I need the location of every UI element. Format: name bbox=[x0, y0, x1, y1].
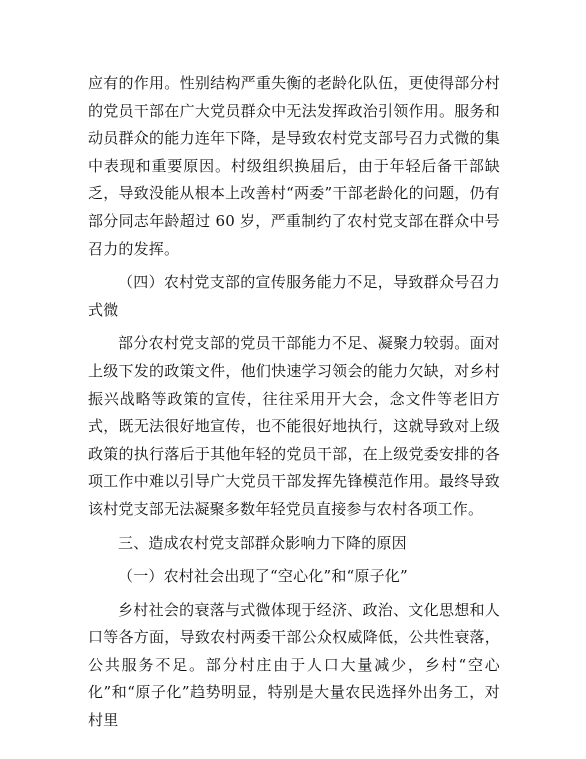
subsection-heading-1: （一）农村社会出现了“空心化”和“原子化” bbox=[118, 567, 408, 586]
document-body bbox=[88, 70, 500, 735]
paragraph-continuation: 应有的作用。性别结构严重失衡的老龄化队伍，更使得部分村的党员干部在广大党员群众中无法发挥政治引领作用。服务和动员群众的能力连年下降，是导致农村党支部号召力式微的集中表现和重要原因。村级组织换届后，由于年轻后备干部缺乏，导致没能从根本上改善村“两委”干部老龄化的问题，仍有部分同志年龄超过 60 岁，严重制约了农村党支部在群众中号召力的发挥。 bbox=[88, 74, 500, 258]
section-heading-3: 三、造成农村党支部群众影响力下降的原因 bbox=[118, 533, 407, 552]
paragraph-body: 乡村社会的衰落与式微体现于经济、政治、文化思想和人口等各方面，导致农村两委干部公众权威降低，公共性衰落，公共服务不足。部分村庄由于人口大量减少，乡村“空心化”和“原子化”趋势明显，特别是大量农民选择外出务工，对村里 bbox=[88, 600, 500, 730]
subsection-heading-4: （四）农村党支部的宣传服务能力不足，导致群众号召力式微 bbox=[88, 273, 500, 319]
paragraph-body: 部分农村党支部的党员干部能力不足、凝聚力较弱。面对上级下发的政策文件，他们快速学习领会的能力欠缺，对乡村振兴战略等政策的宣传，往往采用开大会，念文件等老旧方式，既无法很好地宣传，也不能很好地执行，这就导致对上级政策的执行落后于其他年轻的党员干部，在上级党委安排的各项工作中难以引导广大党员干部发挥先锋模范作用。最终导致该村党支部无法凝聚多数年轻党员直接参与农村各项工作。 bbox=[88, 334, 500, 518]
